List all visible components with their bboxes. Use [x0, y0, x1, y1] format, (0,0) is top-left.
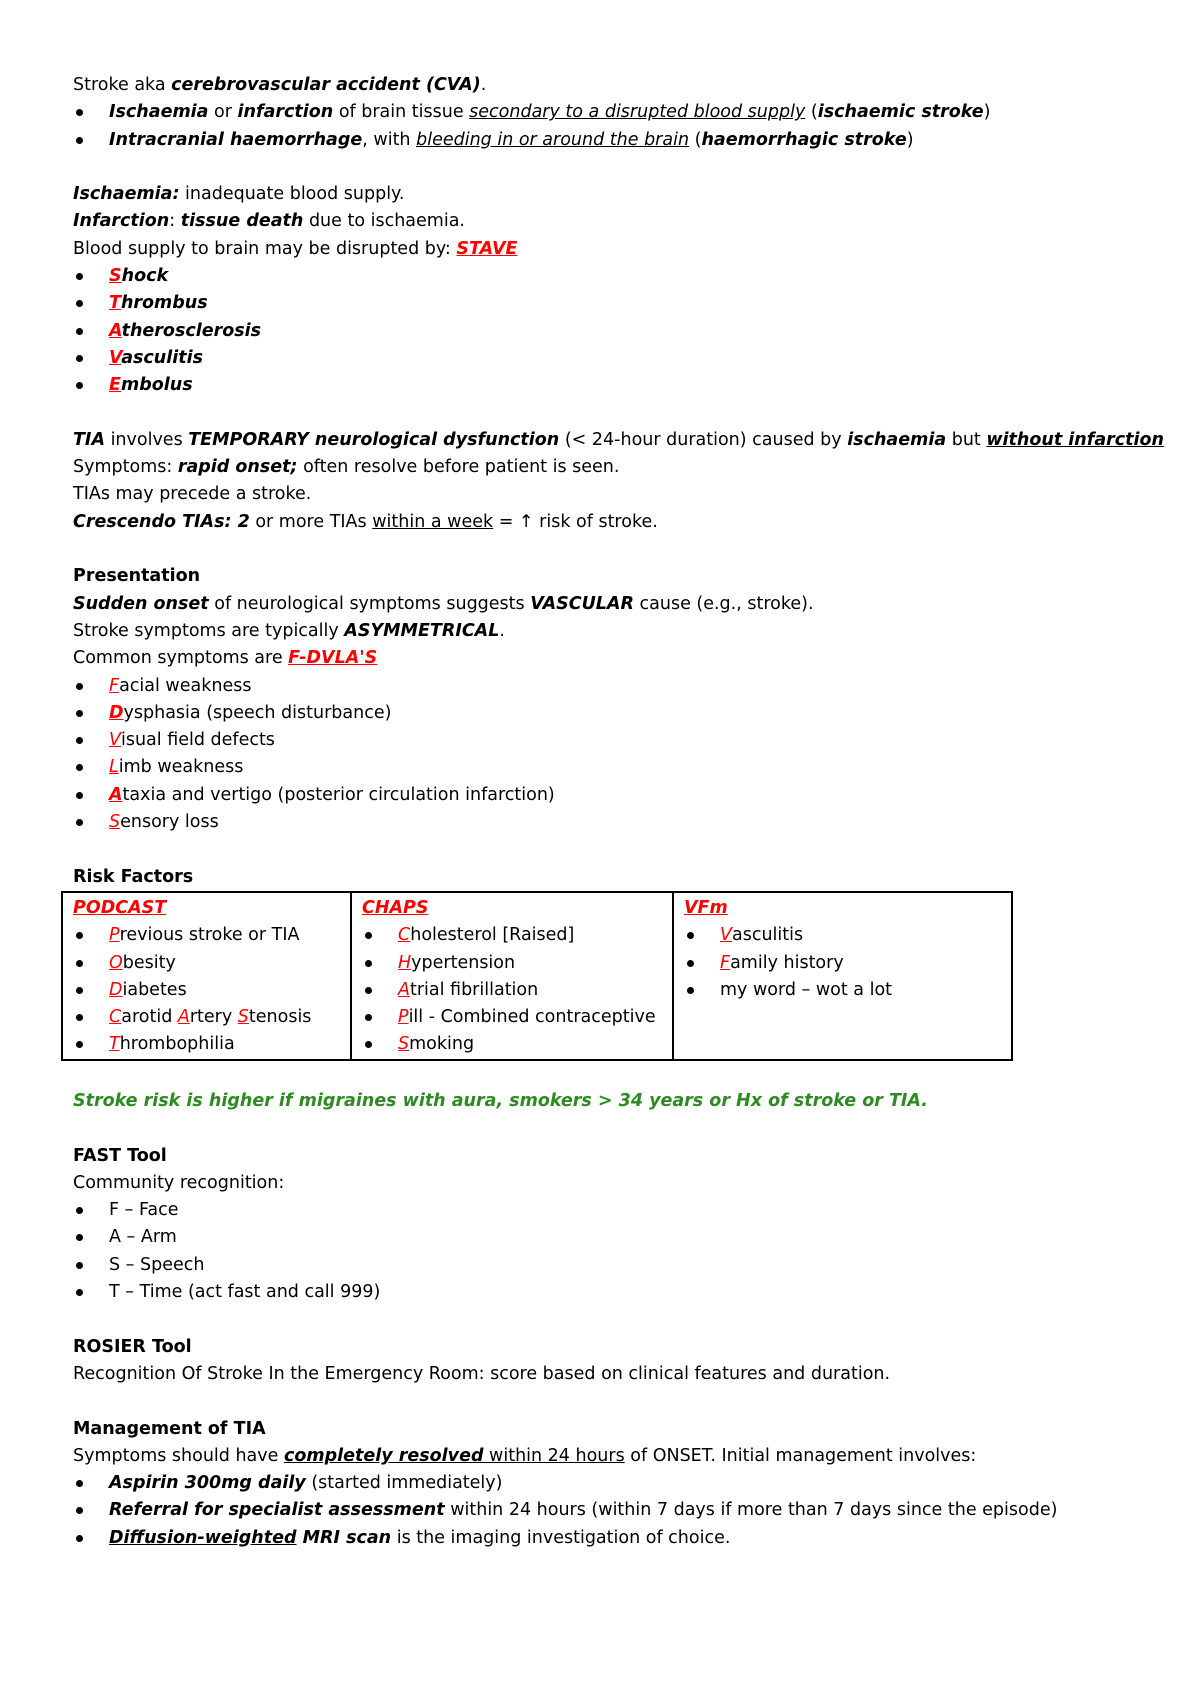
- text: secondary to a disrupted blood supply: [469, 102, 806, 123]
- text: of brain tissue: [333, 102, 470, 123]
- mnemonic-letter: T: [109, 293, 121, 314]
- mnemonic-letter: L: [109, 757, 119, 778]
- text: Symptoms:: [73, 457, 178, 478]
- text: of ONSET. Initial management involves:: [624, 1445, 977, 1466]
- column-title: CHAPS: [362, 897, 429, 918]
- section-heading-presentation: Presentation: [73, 566, 201, 587]
- mnemonic-letter: A: [177, 1007, 190, 1028]
- vfm-cell: [673, 892, 1012, 1060]
- list-item: [73, 950, 340, 977]
- mnemonic-letter: D: [109, 979, 123, 1000]
- text: Crescendo TIAs: 2: [73, 511, 250, 532]
- term: Infarction: [73, 211, 170, 232]
- text: MRI scan: [296, 1527, 392, 1548]
- text: Common symptoms are: [73, 648, 289, 669]
- list-item: [73, 318, 1153, 345]
- mnemonic-letter: E: [109, 375, 121, 396]
- tia-precede: TIAs may precede a stroke.: [73, 484, 312, 505]
- text: cerebrovascular accident (CVA): [171, 75, 481, 95]
- text: without infarction: [986, 429, 1165, 450]
- mnemonic-letter: C: [109, 1007, 122, 1028]
- fast-intro: Community recognition:: [73, 1172, 285, 1193]
- text: taxia and vertigo (posterior circulation infarction): [122, 784, 555, 805]
- mnemonic-letter: F: [109, 675, 120, 696]
- text: revious stroke or TIA: [119, 925, 300, 946]
- text: is the imaging investigation of choice.: [391, 1527, 731, 1548]
- text: Sudden onset: [73, 593, 209, 614]
- list-item: [73, 1004, 340, 1031]
- text: besity: [122, 952, 176, 973]
- term: Ischaemia:: [73, 184, 180, 205]
- list-item: S – Speech: [73, 1252, 1153, 1279]
- text: Ischaemia: [109, 102, 209, 123]
- list-item: [73, 372, 1153, 399]
- text: ): [906, 129, 914, 150]
- text: amily history: [730, 952, 844, 973]
- text: holesterol [Raised]: [410, 925, 575, 946]
- mnemonic-letter: S: [109, 812, 121, 833]
- list-item: [73, 782, 1153, 809]
- text: ensory loss: [120, 812, 219, 833]
- text: often resolve before patient is seen.: [297, 457, 620, 478]
- mnemonic-letter: V: [109, 730, 121, 751]
- text: or: [208, 102, 238, 123]
- text: of neurological symptoms suggests: [208, 593, 531, 614]
- text: rapid onset;: [177, 457, 298, 478]
- list-item: [684, 922, 1001, 949]
- text: ysphasia (speech disturbance): [123, 702, 392, 723]
- text: moking: [409, 1034, 475, 1055]
- text: Stroke aka: [73, 75, 172, 95]
- text: but: [946, 429, 987, 450]
- list-item: T – Time (act fast and call 999): [73, 1279, 1153, 1306]
- text: hock: [121, 266, 169, 287]
- text: Referral for specialist assessment: [109, 1500, 445, 1521]
- document-body: [73, 72, 1165, 1552]
- text: infarction: [237, 102, 334, 123]
- text: within a week: [372, 511, 494, 532]
- list-item: [73, 1497, 1153, 1524]
- text: involves: [105, 429, 189, 450]
- text: Symptoms should have: [73, 1445, 284, 1466]
- list-item: [73, 977, 340, 1004]
- mnemonic-letter: T: [109, 1034, 120, 1055]
- list-item: [684, 977, 1001, 1004]
- text: ischaemia: [847, 429, 947, 450]
- text: asculitis: [121, 347, 204, 368]
- mnemonic-letter: A: [109, 784, 123, 805]
- mnemonic-letter: D: [109, 702, 124, 723]
- stave-intro: [73, 236, 1153, 263]
- tia-symptoms: [73, 454, 1153, 481]
- text: (< 24-hour duration) caused by: [559, 429, 848, 450]
- list-item: [73, 99, 1153, 126]
- mnemonic-letter: S: [398, 1034, 410, 1055]
- text: arotid: [121, 1007, 178, 1028]
- list-item: [684, 950, 1001, 977]
- text: (: [689, 129, 702, 150]
- text: ischaemic stroke: [817, 102, 984, 123]
- definition-ischaemia: [73, 181, 1153, 208]
- presentation-line: [73, 618, 1153, 645]
- mnemonic-letter: A: [109, 320, 122, 341]
- tia-crescendo: [73, 509, 1153, 536]
- text: asculitis: [731, 925, 804, 946]
- risk-note: Stroke risk is higher if migraines with aura, smokers > 34 years or Hx of stroke or TIA.: [73, 1090, 928, 1111]
- list-item: [73, 290, 1153, 317]
- text: :: [169, 211, 181, 232]
- text: due to ischaemia.: [303, 211, 465, 232]
- text: acial weakness: [119, 675, 252, 696]
- list-item: [73, 922, 340, 949]
- text: ypertension: [411, 952, 516, 973]
- text: therosclerosis: [121, 320, 262, 341]
- text: imb weakness: [118, 757, 244, 778]
- mnemonic-letter: H: [398, 952, 412, 973]
- list-item: [73, 754, 1153, 781]
- mnemonic-letter: S: [109, 266, 122, 287]
- text: Diffusion-weighted: [109, 1527, 297, 1548]
- text: mbolus: [120, 375, 193, 396]
- text: rtery: [189, 1007, 238, 1028]
- text: within 24 hours: [483, 1445, 625, 1466]
- text: Intracranial haemorrhage: [109, 129, 363, 150]
- list-item: [362, 1004, 662, 1031]
- text: Blood supply to brain may be disrupted by:: [73, 238, 457, 259]
- text: cause (e.g., stroke).: [633, 593, 814, 614]
- section-heading-rosier: ROSIER Tool: [73, 1336, 192, 1357]
- list-item: [362, 977, 662, 1004]
- mnemonic-letter: C: [398, 925, 411, 946]
- text: .: [480, 75, 487, 95]
- list-item: [362, 922, 662, 949]
- rosier-text: Recognition Of Stroke In the Emergency Room: score based on clinical features and duration.: [73, 1363, 891, 1384]
- text: Stroke symptoms are typically: [73, 620, 345, 641]
- mnemonic-letter: O: [109, 952, 123, 973]
- text: tenosis: [248, 1007, 312, 1028]
- mnemonic-letter: P: [109, 925, 120, 946]
- podcast-cell: [62, 892, 351, 1060]
- definition-infarction: [73, 208, 1153, 235]
- column-title: PODCAST: [73, 897, 167, 918]
- text: within 24 hours (within 7 days if more than 7 days since the episode): [444, 1500, 1058, 1521]
- text: Aspirin 300mg daily: [109, 1473, 306, 1494]
- text: (: [805, 102, 818, 123]
- chaps-cell: [351, 892, 673, 1060]
- list-item: [73, 809, 1153, 836]
- text: trial fibrillation: [409, 979, 539, 1000]
- list-item: [362, 950, 662, 977]
- mnemonic-letter: P: [398, 1007, 409, 1028]
- tia-line: [73, 427, 1165, 454]
- text: hrombophilia: [119, 1034, 235, 1055]
- mnemonic: STAVE: [456, 238, 518, 259]
- list-item: [73, 1525, 1153, 1552]
- mnemonic: F-DVLA'S: [288, 648, 378, 669]
- text: , with: [362, 129, 417, 150]
- text: hrombus: [120, 293, 208, 314]
- list-item: [73, 345, 1153, 372]
- section-heading-fast: FAST Tool: [73, 1145, 167, 1166]
- list-item: [73, 263, 1153, 290]
- list-item: [73, 1470, 1153, 1497]
- text: inadequate blood supply.: [179, 184, 405, 205]
- mnemonic-letter: S: [237, 1007, 249, 1028]
- presentation-line: [73, 645, 1153, 672]
- text: (started immediately): [305, 1473, 503, 1494]
- section-heading-management: Management of TIA: [73, 1418, 266, 1439]
- text: completely resolved: [283, 1445, 484, 1466]
- text: VASCULAR: [530, 593, 634, 614]
- mnemonic-letter: A: [398, 979, 410, 1000]
- list-item: F – Face: [73, 1197, 1153, 1224]
- text: tissue death: [180, 211, 304, 232]
- list-item: A – Arm: [73, 1224, 1153, 1251]
- section-heading-risk-factors: Risk Factors: [73, 866, 194, 887]
- list-item: [362, 1031, 662, 1058]
- mnemonic-letter: F: [720, 952, 731, 973]
- list-item: [73, 127, 1153, 154]
- text: ill - Combined contraceptive: [408, 1007, 656, 1028]
- text: iabetes: [122, 979, 187, 1000]
- list-item: [73, 727, 1153, 754]
- list-item: [73, 1031, 340, 1058]
- text: ): [983, 102, 991, 123]
- text: = ↑ risk of stroke.: [493, 511, 658, 532]
- text: haemorrhagic stroke: [701, 129, 907, 150]
- text: TEMPORARY neurological dysfunction: [188, 429, 560, 450]
- text: ASYMMETRICAL: [344, 620, 500, 641]
- text: isual field defects: [120, 730, 275, 751]
- text: or more TIAs: [249, 511, 373, 532]
- intro-line: [73, 72, 1153, 99]
- presentation-line: [73, 591, 1153, 618]
- list-item: [73, 673, 1153, 700]
- text: .: [499, 620, 505, 641]
- mnemonic-letter: V: [109, 347, 122, 368]
- text: bleeding in or around the brain: [416, 129, 690, 150]
- text: my word – wot a lot: [720, 979, 893, 1000]
- column-title: VFm: [684, 897, 728, 918]
- risk-factors-table: [61, 891, 1013, 1061]
- text: TIA: [73, 429, 105, 450]
- list-item: [73, 700, 1153, 727]
- management-line: [73, 1443, 1153, 1470]
- mnemonic-letter: V: [720, 925, 732, 946]
